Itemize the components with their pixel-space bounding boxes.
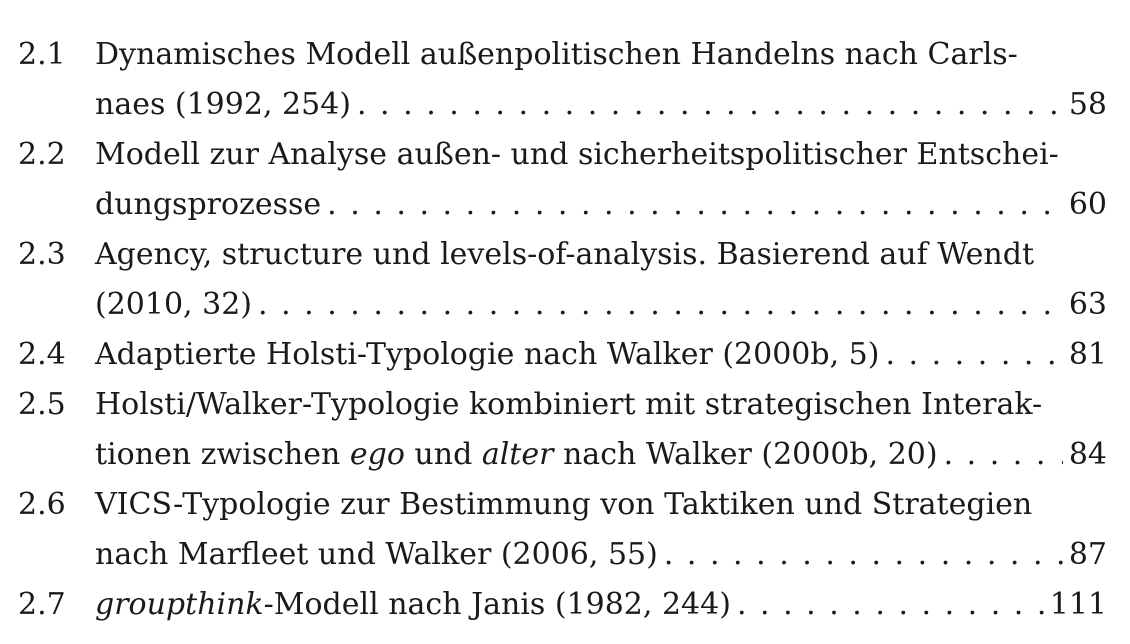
entry-title-last-line (95, 180, 1107, 230)
entry-title-line: Modell zur Analyse außen- und sicherheitspolitischer Entschei- (95, 137, 1059, 172)
dot-leader (664, 530, 1063, 580)
dot-leader (327, 180, 1063, 230)
entry-title-text (95, 580, 731, 630)
title-text: -Modell nach Janis (1982, 244) (263, 587, 731, 622)
entry-title-line: Dynamisches Modell außenpolitischen Handelns nach Carls- (95, 37, 1018, 72)
page-number[interactable]: 111 (1049, 587, 1107, 622)
title-text: naes (1992, 254) (95, 87, 351, 122)
title-italic-term: groupthink (95, 587, 264, 622)
title-text: nach Walker (2000b, 20) (553, 437, 938, 472)
entry-title-last-line (95, 430, 1107, 480)
page-number[interactable]: 87 (1068, 537, 1107, 572)
entry-title-text (95, 430, 938, 480)
title-text: und (404, 437, 482, 472)
title-italic-term: ego (349, 437, 405, 472)
entry-number: 2.6 (18, 487, 66, 522)
entry-title-line: Holsti/Walker-Typologie kombiniert mit strategischen Interak- (95, 387, 1043, 422)
entry-number: 2.5 (18, 387, 66, 422)
title-text: nach Marfleet und Walker (2006, 55) (95, 537, 658, 572)
page-number[interactable]: 60 (1068, 187, 1107, 222)
entry-title-line: VICS-Typologie zur Bestimmung von Taktiken und Strategien (95, 487, 1033, 522)
entry-title-last-line (95, 580, 1107, 630)
entry-title-last-line (95, 80, 1107, 130)
entry-number: 2.4 (18, 337, 66, 372)
dot-leader (944, 430, 1063, 480)
entry-title-last-line (95, 330, 1107, 380)
entry-title-text (95, 280, 252, 330)
page-number[interactable]: 58 (1068, 87, 1107, 122)
title-text: dungsprozesse (95, 187, 322, 222)
title-text: tionen zwischen (95, 437, 350, 472)
dot-leader (885, 330, 1062, 380)
page-number[interactable]: 81 (1068, 337, 1107, 372)
entry-title-last-line (95, 530, 1107, 580)
title-text: (2010, 32) (95, 287, 253, 322)
page-number[interactable]: 63 (1068, 287, 1107, 322)
entry-number: 2.7 (18, 587, 66, 622)
title-italic-term: alter (481, 437, 554, 472)
dot-leader (737, 580, 1044, 630)
entry-number: 2.1 (18, 37, 66, 72)
entry-title-text (95, 530, 658, 580)
entry-number: 2.2 (18, 137, 66, 172)
entry-title-text (95, 180, 321, 230)
entry-number: 2.3 (18, 237, 66, 272)
entry-title-last-line (95, 280, 1107, 330)
entry-title-line: Agency, structure und levels-of-analysis. Basierend auf Wendt (95, 237, 1034, 272)
dot-leader (357, 80, 1063, 130)
title-text: Adaptierte Holsti-Typologie nach Walker (2000b, 5) (95, 337, 880, 372)
entry-title-text (95, 330, 879, 380)
dot-leader (258, 280, 1063, 330)
page-number[interactable]: 84 (1068, 437, 1107, 472)
entry-title-text (95, 80, 351, 130)
